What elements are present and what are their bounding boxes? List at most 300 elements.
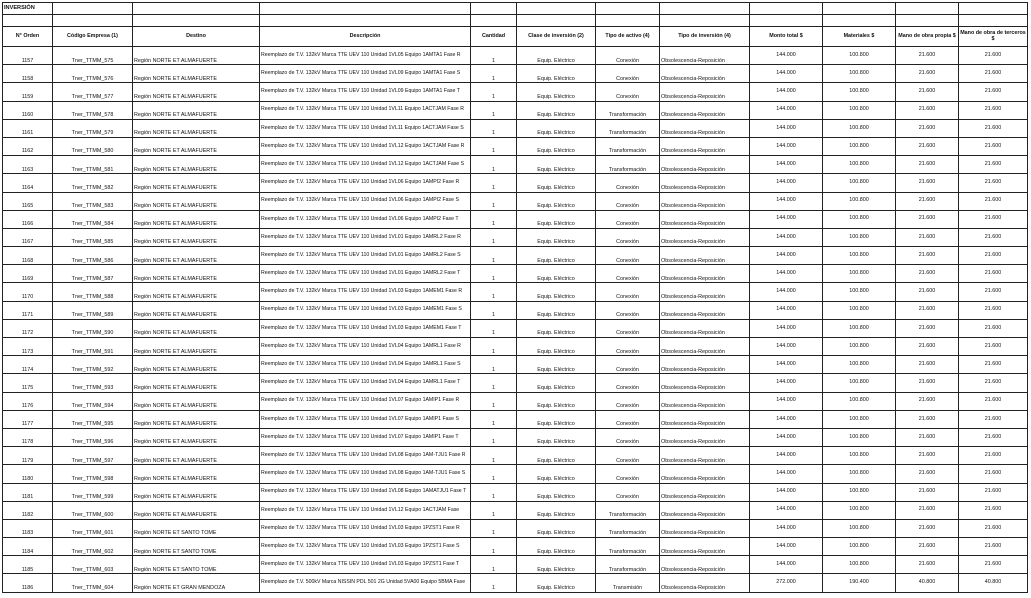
order-number-cell: 1171 — [3, 301, 53, 319]
company-code-cell: Tner_TTMM_588 — [53, 283, 133, 301]
materials-cell: 190.400 — [823, 574, 896, 592]
quantity-cell: 1 — [471, 174, 517, 192]
spacer-row — [3, 15, 1028, 27]
investment-class-cell: Equip. Eléctrico — [517, 47, 596, 65]
order-number-cell: 1172 — [3, 319, 53, 337]
investment-class-cell: Equip. Eléctrico — [517, 101, 596, 119]
own-labor-cell: 21.600 — [896, 247, 959, 265]
blank-cell — [53, 3, 133, 15]
quantity-cell: 1 — [471, 428, 517, 446]
investment-type-cell: Obsolescencia-Reposición — [660, 83, 750, 101]
materials-cell: 100.800 — [823, 374, 896, 392]
third-party-labor-cell: 21.600 — [959, 319, 1028, 337]
asset-type-cell: Conexión — [596, 301, 660, 319]
investment-type-cell: Obsolescencia-Reposición — [660, 519, 750, 537]
table-row — [3, 228, 1028, 246]
materials-cell: 100.800 — [823, 501, 896, 519]
destination-cell: Región NORTE ET ALMAFUERTE — [133, 247, 260, 265]
table-row — [3, 556, 1028, 574]
company-code-cell: Tner_TTMM_591 — [53, 338, 133, 356]
description-cell: Reemplazo de T.V. 132kV Marca TTE UEV 110 Unidad 1VL06 Equipo 1AMPI2 Fase S — [260, 192, 471, 210]
total-amount-cell: 144.000 — [750, 192, 823, 210]
destination-cell: Región NORTE ET ALMAFUERTE — [133, 65, 260, 83]
materials-cell: 100.800 — [823, 447, 896, 465]
materials-cell: 100.800 — [823, 228, 896, 246]
destination-cell: Región NORTE ET ALMAFUERTE — [133, 447, 260, 465]
quantity-cell: 1 — [471, 465, 517, 483]
description-cell: Reemplazo de T.V. 132kV Marca TTE UEV 110 Unidad 1VL01 Equipo 1AMRL2 Fase R — [260, 228, 471, 246]
asset-type-cell: Conexión — [596, 174, 660, 192]
table-row — [3, 538, 1028, 556]
description-cell: Reemplazo de T.V. 132kV Marca TTE UEV 110 Unidad 1VL06 Equipo 1AMPI2 Fase R — [260, 174, 471, 192]
blank-cell — [823, 15, 896, 27]
destination-cell: Región NORTE ET ALMAFUERTE — [133, 392, 260, 410]
order-number-cell: 1167 — [3, 228, 53, 246]
investment-type-cell: Obsolescencia-Reposición — [660, 301, 750, 319]
materials-cell: 100.800 — [823, 210, 896, 228]
table-row — [3, 83, 1028, 101]
asset-type-cell: Conexión — [596, 83, 660, 101]
destination-cell: Región NORTE ET ALMAFUERTE — [133, 137, 260, 155]
blank-cell — [517, 15, 596, 27]
quantity-cell: 1 — [471, 410, 517, 428]
asset-type-cell: Conexión — [596, 447, 660, 465]
own-labor-cell: 21.600 — [896, 392, 959, 410]
materials-cell: 100.800 — [823, 519, 896, 537]
investment-type-cell: Obsolescencia-Reposición — [660, 228, 750, 246]
materials-cell: 100.800 — [823, 137, 896, 155]
asset-type-cell: Transmisión — [596, 574, 660, 592]
total-amount-cell: 144.000 — [750, 338, 823, 356]
own-labor-cell: 21.600 — [896, 101, 959, 119]
table-row — [3, 174, 1028, 192]
third-party-labor-cell: 21.600 — [959, 538, 1028, 556]
investment-type-cell: Obsolescencia-Reposición — [660, 410, 750, 428]
order-number-cell: 1182 — [3, 501, 53, 519]
order-number-cell: 1180 — [3, 465, 53, 483]
total-amount-cell: 144.000 — [750, 538, 823, 556]
materials-cell: 100.800 — [823, 47, 896, 65]
investment-class-cell: Equip. Eléctrico — [517, 228, 596, 246]
description-cell: Reemplazo de T.V. 132kV Marca TTE UEV 110 Unidad 1VL04 Equipo 1AMRL1 Fase T — [260, 374, 471, 392]
company-code-cell: Tner_TTMM_597 — [53, 447, 133, 465]
investment-class-cell: Equip. Eléctrico — [517, 447, 596, 465]
third-party-labor-cell: 21.600 — [959, 192, 1028, 210]
third-party-labor-cell: 21.600 — [959, 338, 1028, 356]
quantity-cell: 1 — [471, 319, 517, 337]
destination-cell: Región NORTE ET ALMAFUERTE — [133, 228, 260, 246]
total-amount-cell: 144.000 — [750, 83, 823, 101]
description-cell: Reemplazo de T.V. 132kV Marca TTE UEV 110 Unidad 1VL03 Equipo 1AMEM1 Fase T — [260, 319, 471, 337]
order-number-cell: 1178 — [3, 428, 53, 446]
own-labor-cell: 21.600 — [896, 447, 959, 465]
company-code-cell: Tner_TTMM_584 — [53, 210, 133, 228]
materials-cell: 100.800 — [823, 83, 896, 101]
company-code-cell: Tner_TTMM_580 — [53, 137, 133, 155]
third-party-labor-cell: 21.600 — [959, 174, 1028, 192]
materials-cell: 100.800 — [823, 428, 896, 446]
quantity-cell: 1 — [471, 301, 517, 319]
column-header-clase: Clase de inversión (2) — [517, 27, 596, 47]
total-amount-cell: 144.000 — [750, 447, 823, 465]
own-labor-cell: 21.600 — [896, 137, 959, 155]
order-number-cell: 1179 — [3, 447, 53, 465]
own-labor-cell: 21.600 — [896, 374, 959, 392]
company-code-cell: Tner_TTMM_599 — [53, 483, 133, 501]
order-number-cell: 1157 — [3, 47, 53, 65]
column-header-tipo-activo: Tipo de activo (4) — [596, 27, 660, 47]
own-labor-cell: 40.800 — [896, 574, 959, 592]
table-row — [3, 338, 1028, 356]
investment-class-cell: Equip. Eléctrico — [517, 410, 596, 428]
own-labor-cell: 21.600 — [896, 338, 959, 356]
quantity-cell: 1 — [471, 265, 517, 283]
description-cell: Reemplazo de T.V. 132kV Marca TTE UEV 110 Unidad 1VL03 Equipo 1PZST1 Fase T — [260, 556, 471, 574]
asset-type-cell: Conexión — [596, 428, 660, 446]
blank-cell — [896, 15, 959, 27]
blank-cell — [750, 15, 823, 27]
investment-class-cell: Equip. Eléctrico — [517, 137, 596, 155]
company-code-cell: Tner_TTMM_586 — [53, 247, 133, 265]
blank-cell — [471, 3, 517, 15]
column-header-cantidad: Cantidad — [471, 27, 517, 47]
description-cell: Reemplazo de T.V. 132kV Marca TTE UEV 110 Unidad 1VL08 Equipo 1AMATJU1 Fase T — [260, 483, 471, 501]
company-code-cell: Tner_TTMM_601 — [53, 519, 133, 537]
destination-cell: Región NORTE ET ALMAFUERTE — [133, 356, 260, 374]
own-labor-cell: 21.600 — [896, 283, 959, 301]
investment-type-cell: Obsolescencia-Reposición — [660, 47, 750, 65]
table-row — [3, 519, 1028, 537]
blank-cell — [133, 15, 260, 27]
asset-type-cell: Transformación — [596, 538, 660, 556]
description-cell: Reemplazo de T.V. 132kV Marca TTE UEV 110 Unidad 1VL12 Equipo 1ACTJAM Fase — [260, 501, 471, 519]
table-body — [3, 47, 1028, 593]
column-header-tipo-inversion: Tipo de inversión (4) — [660, 27, 750, 47]
destination-cell: Región NORTE ET ALMAFUERTE — [133, 192, 260, 210]
materials-cell: 100.800 — [823, 356, 896, 374]
asset-type-cell: Conexión — [596, 283, 660, 301]
column-header-orden: N° Orden — [3, 27, 53, 47]
investment-class-cell: Equip. Eléctrico — [517, 465, 596, 483]
table-row — [3, 374, 1028, 392]
order-number-cell: 1181 — [3, 483, 53, 501]
destination-cell: Región NORTE ET ALMAFUERTE — [133, 156, 260, 174]
asset-type-cell: Conexión — [596, 319, 660, 337]
asset-type-cell: Conexión — [596, 338, 660, 356]
total-amount-cell: 144.000 — [750, 210, 823, 228]
own-labor-cell: 21.600 — [896, 119, 959, 137]
table-row — [3, 574, 1028, 592]
table-row — [3, 447, 1028, 465]
quantity-cell: 1 — [471, 556, 517, 574]
destination-cell: Región NORTE ET ALMAFUERTE — [133, 283, 260, 301]
quantity-cell: 1 — [471, 519, 517, 537]
investment-class-cell: Equip. Eléctrico — [517, 65, 596, 83]
materials-cell: 100.800 — [823, 465, 896, 483]
investment-class-cell: Equip. Eléctrico — [517, 392, 596, 410]
asset-type-cell: Transformación — [596, 556, 660, 574]
quantity-cell: 1 — [471, 101, 517, 119]
table-row — [3, 65, 1028, 83]
description-cell: Reemplazo de T.V. 132kV Marca TTE UEV 110 Unidad 1VL12 Equipo 1ACTJAM Fase S — [260, 156, 471, 174]
order-number-cell: 1173 — [3, 338, 53, 356]
description-cell: Reemplazo de T.V. 500kV Marca NISSIN PDL 501 2G Unidad 5VA00 Equipo 5BMA Fase — [260, 574, 471, 592]
investment-class-cell: Equip. Eléctrico — [517, 483, 596, 501]
table-row — [3, 428, 1028, 446]
investment-table — [2, 2, 1028, 593]
company-code-cell: Tner_TTMM_594 — [53, 392, 133, 410]
blank-cell — [959, 15, 1028, 27]
total-amount-cell: 144.000 — [750, 265, 823, 283]
quantity-cell: 1 — [471, 483, 517, 501]
own-labor-cell: 21.600 — [896, 519, 959, 537]
destination-cell: Región NORTE ET ALMAFUERTE — [133, 465, 260, 483]
investment-type-cell: Obsolescencia-Reposición — [660, 156, 750, 174]
blank-cell — [596, 3, 660, 15]
investment-type-cell: Obsolescencia-Reposición — [660, 247, 750, 265]
blank-cell — [53, 15, 133, 27]
company-code-cell: Tner_TTMM_582 — [53, 174, 133, 192]
own-labor-cell: 21.600 — [896, 47, 959, 65]
destination-cell: Región NORTE ET ALMAFUERTE — [133, 319, 260, 337]
investment-class-cell: Equip. Eléctrico — [517, 283, 596, 301]
table-row — [3, 319, 1028, 337]
blank-cell — [596, 15, 660, 27]
materials-cell: 100.800 — [823, 301, 896, 319]
investment-class-cell: Equip. Eléctrico — [517, 538, 596, 556]
quantity-cell: 1 — [471, 47, 517, 65]
order-number-cell: 1158 — [3, 65, 53, 83]
quantity-cell: 1 — [471, 228, 517, 246]
total-amount-cell: 144.000 — [750, 228, 823, 246]
own-labor-cell: 21.600 — [896, 83, 959, 101]
investment-class-cell: Equip. Eléctrico — [517, 247, 596, 265]
company-code-cell: Tner_TTMM_579 — [53, 119, 133, 137]
order-number-cell: 1168 — [3, 247, 53, 265]
total-amount-cell: 144.000 — [750, 101, 823, 119]
destination-cell: Región NORTE ET SANTO TOME — [133, 538, 260, 556]
asset-type-cell: Conexión — [596, 65, 660, 83]
company-code-cell: Tner_TTMM_600 — [53, 501, 133, 519]
blank-cell — [660, 3, 750, 15]
third-party-labor-cell: 40.800 — [959, 574, 1028, 592]
table-row — [3, 392, 1028, 410]
own-labor-cell: 21.600 — [896, 210, 959, 228]
materials-cell: 100.800 — [823, 119, 896, 137]
quantity-cell: 1 — [471, 538, 517, 556]
description-cell: Reemplazo de T.V. 132kV Marca TTE UEV 110 Unidad 1VL04 Equipo 1AMRL1 Fase S — [260, 356, 471, 374]
total-amount-cell: 144.000 — [750, 410, 823, 428]
order-number-cell: 1175 — [3, 374, 53, 392]
company-code-cell: Tner_TTMM_592 — [53, 356, 133, 374]
column-header-descripcion: Descripción — [260, 27, 471, 47]
investment-type-cell: Obsolescencia-Reposición — [660, 538, 750, 556]
company-code-cell: Tner_TTMM_595 — [53, 410, 133, 428]
title-row — [3, 3, 1028, 15]
description-cell: Reemplazo de T.V. 132kV Marca TTE UEV 110 Unidad 1VL05 Equipo 1AMTA1 Fase R — [260, 47, 471, 65]
quantity-cell: 1 — [471, 119, 517, 137]
company-code-cell: Tner_TTMM_593 — [53, 374, 133, 392]
table-row — [3, 156, 1028, 174]
quantity-cell: 1 — [471, 156, 517, 174]
quantity-cell: 1 — [471, 392, 517, 410]
description-cell: Reemplazo de T.V. 132kV Marca TTE UEV 110 Unidad 1VL08 Equipo 1AM-TJU1 Fase S — [260, 465, 471, 483]
total-amount-cell: 144.000 — [750, 319, 823, 337]
total-amount-cell: 144.000 — [750, 356, 823, 374]
total-amount-cell: 272.000 — [750, 574, 823, 592]
destination-cell: Región NORTE ET ALMAFUERTE — [133, 483, 260, 501]
blank-cell — [750, 3, 823, 15]
third-party-labor-cell: 21.600 — [959, 65, 1028, 83]
table-row — [3, 356, 1028, 374]
asset-type-cell: Transformación — [596, 119, 660, 137]
asset-type-cell: Transformación — [596, 137, 660, 155]
order-number-cell: 1185 — [3, 556, 53, 574]
investment-type-cell: Obsolescencia-Reposición — [660, 265, 750, 283]
materials-cell: 100.800 — [823, 556, 896, 574]
total-amount-cell: 144.000 — [750, 501, 823, 519]
column-header-mano-terceros: Mano de obra de terceros $ — [959, 27, 1028, 47]
own-labor-cell: 21.600 — [896, 65, 959, 83]
third-party-labor-cell: 21.600 — [959, 410, 1028, 428]
description-cell: Reemplazo de T.V. 132kV Marca TTE UEV 110 Unidad 1VL03 Equipo 1AMEM1 Fase R — [260, 283, 471, 301]
description-cell: Reemplazo de T.V. 132kV Marca TTE UEV 110 Unidad 1VL03 Equipo 1AMEM1 Fase S — [260, 301, 471, 319]
table-row — [3, 47, 1028, 65]
company-code-cell: Tner_TTMM_587 — [53, 265, 133, 283]
total-amount-cell: 144.000 — [750, 65, 823, 83]
investment-type-cell: Obsolescencia-Reposición — [660, 338, 750, 356]
materials-cell: 100.800 — [823, 538, 896, 556]
materials-cell: 100.800 — [823, 410, 896, 428]
investment-class-cell: Equip. Eléctrico — [517, 428, 596, 446]
description-cell: Reemplazo de T.V. 132kV Marca TTE UEV 110 Unidad 1VL08 Equipo 1AM-TJU1 Fase R — [260, 447, 471, 465]
order-number-cell: 1184 — [3, 538, 53, 556]
third-party-labor-cell: 21.600 — [959, 392, 1028, 410]
third-party-labor-cell: 21.600 — [959, 137, 1028, 155]
quantity-cell: 1 — [471, 338, 517, 356]
table-row — [3, 501, 1028, 519]
materials-cell: 100.800 — [823, 319, 896, 337]
blank-cell — [260, 15, 471, 27]
order-number-cell: 1162 — [3, 137, 53, 155]
destination-cell: Región NORTE ET ALMAFUERTE — [133, 47, 260, 65]
destination-cell: Región NORTE ET ALMAFUERTE — [133, 174, 260, 192]
own-labor-cell: 21.600 — [896, 192, 959, 210]
blank-cell — [260, 3, 471, 15]
table-row — [3, 192, 1028, 210]
own-labor-cell: 21.600 — [896, 174, 959, 192]
company-code-cell: Tner_TTMM_585 — [53, 228, 133, 246]
third-party-labor-cell: 21.600 — [959, 283, 1028, 301]
investment-class-cell: Equip. Eléctrico — [517, 119, 596, 137]
blank-cell — [3, 15, 53, 27]
materials-cell: 100.800 — [823, 483, 896, 501]
asset-type-cell: Conexión — [596, 47, 660, 65]
order-number-cell: 1161 — [3, 119, 53, 137]
third-party-labor-cell: 21.600 — [959, 47, 1028, 65]
destination-cell: Región NORTE ET ALMAFUERTE — [133, 338, 260, 356]
asset-type-cell: Transformación — [596, 519, 660, 537]
order-number-cell: 1160 — [3, 101, 53, 119]
own-labor-cell: 21.600 — [896, 319, 959, 337]
column-header-monto: Monto total $ — [750, 27, 823, 47]
total-amount-cell: 144.000 — [750, 156, 823, 174]
asset-type-cell: Conexión — [596, 374, 660, 392]
third-party-labor-cell: 21.600 — [959, 101, 1028, 119]
destination-cell: Región NORTE ET ALMAFUERTE — [133, 210, 260, 228]
column-header-materiales: Materiales $ — [823, 27, 896, 47]
own-labor-cell: 21.600 — [896, 465, 959, 483]
quantity-cell: 1 — [471, 374, 517, 392]
quantity-cell: 1 — [471, 192, 517, 210]
company-code-cell: Tner_TTMM_590 — [53, 319, 133, 337]
quantity-cell: 1 — [471, 83, 517, 101]
blank-cell — [471, 15, 517, 27]
asset-type-cell: Conexión — [596, 210, 660, 228]
investment-class-cell: Equip. Eléctrico — [517, 374, 596, 392]
investment-type-cell: Obsolescencia-Reposición — [660, 447, 750, 465]
asset-type-cell: Transformación — [596, 501, 660, 519]
blank-cell — [896, 3, 959, 15]
description-cell: Reemplazo de T.V. 132kV Marca TTE UEV 110 Unidad 1VL12 Equipo 1ACTJAM Fase R — [260, 137, 471, 155]
third-party-labor-cell: 21.600 — [959, 356, 1028, 374]
investment-type-cell: Obsolescencia-Reposición — [660, 556, 750, 574]
own-labor-cell: 21.600 — [896, 538, 959, 556]
description-cell: Reemplazo de T.V. 132kV Marca TTE UEV 110 Unidad 1VL09 Equipo 1AMTA1 Fase T — [260, 83, 471, 101]
total-amount-cell: 144.000 — [750, 301, 823, 319]
third-party-labor-cell: 21.600 — [959, 301, 1028, 319]
destination-cell: Región NORTE ET ALMAFUERTE — [133, 410, 260, 428]
total-amount-cell: 144.000 — [750, 483, 823, 501]
investment-type-cell: Obsolescencia-Reposición — [660, 101, 750, 119]
asset-type-cell: Conexión — [596, 392, 660, 410]
table-row — [3, 483, 1028, 501]
investment-class-cell: Equip. Eléctrico — [517, 574, 596, 592]
order-number-cell: 1170 — [3, 283, 53, 301]
own-labor-cell: 21.600 — [896, 428, 959, 446]
investment-class-cell: Equip. Eléctrico — [517, 83, 596, 101]
own-labor-cell: 21.600 — [896, 156, 959, 174]
investment-class-cell: Equip. Eléctrico — [517, 356, 596, 374]
third-party-labor-cell: 21.600 — [959, 119, 1028, 137]
total-amount-cell: 144.000 — [750, 47, 823, 65]
own-labor-cell: 21.600 — [896, 501, 959, 519]
investment-class-cell: Equip. Eléctrico — [517, 156, 596, 174]
destination-cell: Región NORTE ET SANTO TOME — [133, 556, 260, 574]
description-cell: Reemplazo de T.V. 132kV Marca TTE UEV 110 Unidad 1VL01 Equipo 1AMRL2 Fase T — [260, 265, 471, 283]
quantity-cell: 1 — [471, 356, 517, 374]
destination-cell: Región NORTE ET ALMAFUERTE — [133, 101, 260, 119]
third-party-labor-cell: 21.600 — [959, 228, 1028, 246]
third-party-labor-cell: 21.600 — [959, 247, 1028, 265]
description-cell: Reemplazo de T.V. 132kV Marca TTE UEV 110 Unidad 1VL11 Equipo 1ACTJAM Fase R — [260, 101, 471, 119]
company-code-cell: Tner_TTMM_589 — [53, 301, 133, 319]
company-code-cell: Tner_TTMM_576 — [53, 65, 133, 83]
own-labor-cell: 21.600 — [896, 228, 959, 246]
investment-type-cell: Obsolescencia-Reposición — [660, 319, 750, 337]
quantity-cell: 1 — [471, 210, 517, 228]
asset-type-cell: Conexión — [596, 410, 660, 428]
third-party-labor-cell: 21.600 — [959, 519, 1028, 537]
blank-cell — [959, 3, 1028, 15]
order-number-cell: 1174 — [3, 356, 53, 374]
description-cell: Reemplazo de T.V. 132kV Marca TTE UEV 110 Unidad 1VL01 Equipo 1AMRL2 Fase S — [260, 247, 471, 265]
investment-class-cell: Equip. Eléctrico — [517, 319, 596, 337]
third-party-labor-cell: 21.600 — [959, 156, 1028, 174]
materials-cell: 100.800 — [823, 283, 896, 301]
quantity-cell: 1 — [471, 137, 517, 155]
asset-type-cell: Transformación — [596, 101, 660, 119]
